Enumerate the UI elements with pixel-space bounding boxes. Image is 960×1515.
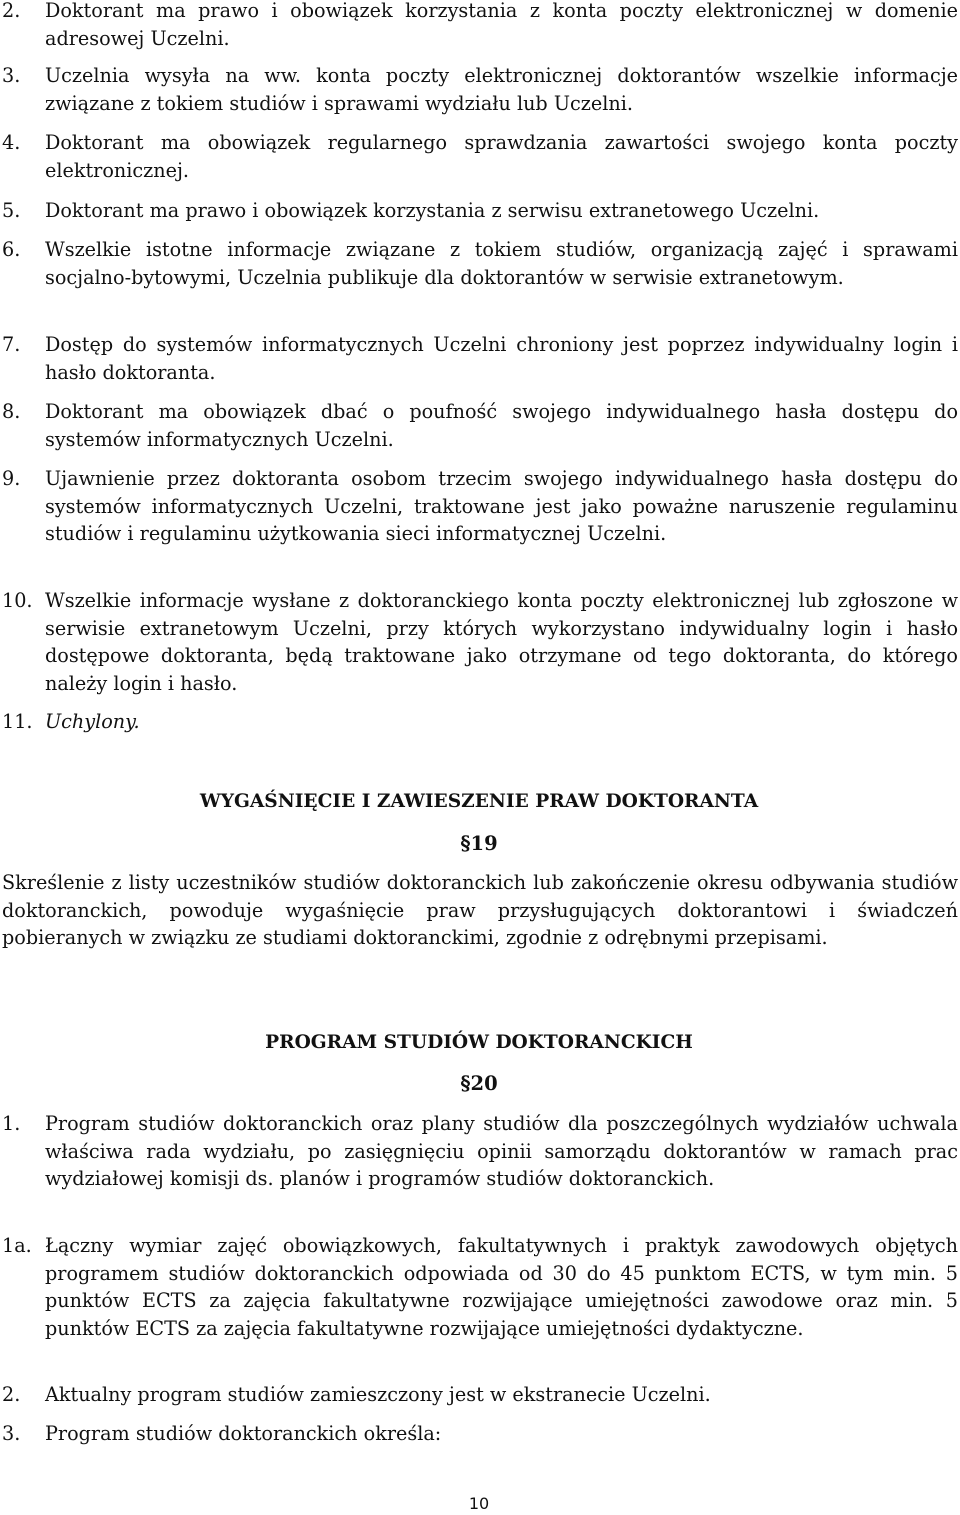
list-item-text: Wszelkie informacje wysłane z doktoranckiego konta poczty elektronicznej lub zgłoszone w serwisie extranetowym Uczelni, przy których wykorzystano indywidualny login i hasło dostępowe doktoranta, będą traktowane jako otrzymane od tego doktoranta, do którego należy login i hasło. xyxy=(45,589,958,695)
paragraph-mark xyxy=(0,1070,958,1098)
list-item-text: Doktorant ma prawo i obowiązek korzystania z konta poczty elektronicznej w domenie adresowej Uczelni. xyxy=(45,0,958,50)
list-item xyxy=(0,1110,958,1193)
list-item-number: 7. xyxy=(2,333,21,356)
list-item-number: 9. xyxy=(2,467,21,490)
paragraph-number: 19 xyxy=(470,832,498,855)
list-item-number: 1a. xyxy=(2,1234,32,1257)
paragraph-mark xyxy=(0,830,958,858)
list-item-number: 4. xyxy=(2,131,21,154)
list-item-number: 6. xyxy=(2,238,21,261)
list-item-text: Ujawnienie przez doktoranta osobom trzecim swojego indywidualnego hasła dostępu do systemów informatycznych Uczelni, traktowane jest jako poważne naruszenie regulaminu studiów i regulaminu użytkowania sieci informatycznej Uczelni. xyxy=(45,467,958,545)
list-item-number: 8. xyxy=(2,400,21,423)
list-item-number: 3. xyxy=(2,64,21,87)
list-item xyxy=(0,1232,958,1342)
list-item-number: 11. xyxy=(2,710,33,733)
list-item-text: Doktorant ma obowiązek regularnego sprawdzania zawartości swojego konta poczty elektronicznej. xyxy=(45,131,958,182)
list-item-number: 2. xyxy=(2,0,21,22)
list-item xyxy=(0,587,958,697)
list-item-text: Uchylony. xyxy=(45,710,140,733)
list-item-text: Aktualny program studiów zamieszczony jest w ekstranecie Uczelni. xyxy=(45,1383,711,1406)
list-item xyxy=(0,1420,958,1448)
list-item-text: Łączny wymiar zajęć obowiązkowych, fakultatywnych i praktyk zawodowych objętych programem studiów doktoranckich odpowiada od 30 do 45 punktom ECTS, w tym min. 5 punktów ECTS za zajęcia fakultatywne rozwijające umiejętności zawodowe oraz min. 5 punktów ECTS za zajęcia fakultatywne rozwijające umiejętności dydaktyczne. xyxy=(45,1234,958,1340)
list-item xyxy=(0,465,958,548)
paragraph-number: 20 xyxy=(470,1072,498,1095)
list-item-text: Program studiów doktoranckich określa: xyxy=(45,1422,442,1445)
list-item-text: Dostęp do systemów informatycznych Uczelni chroniony jest poprzez indywidualny login i hasło doktoranta. xyxy=(45,333,958,384)
list-item xyxy=(0,62,958,117)
list-item xyxy=(0,0,958,52)
section-sign-icon: § xyxy=(460,1072,471,1095)
list-item-number: 1. xyxy=(2,1112,21,1135)
list-item-text: Wszelkie istotne informacje związane z tokiem studiów, organizacją zajęć i sprawami socjalno-bytowymi, Uczelnia publikuje dla doktorantów w serwisie extranetowym. xyxy=(45,238,958,289)
list-item xyxy=(0,331,958,386)
paragraph-text: Skreślenie z listy uczestników studiów doktoranckich lub zakończenie okresu odbywania studiów doktoranckich, powoduje wygaśnięcie praw przysługujących doktorantowi i świadczeń pobieranych w związku ze studiami doktoranckimi, zgodnie z odrębnymi przepisami. xyxy=(2,871,958,949)
list-item-text: Program studiów doktoranckich oraz plany studiów dla poszczególnych wydziałów uchwala właściwa rada wydziału, po zasięgnięciu opinii samorządu doktorantów w ramach prac wydziałowej komisji ds. planów i programów studiów doktoranckich. xyxy=(45,1112,958,1190)
list-item-text: Uczelnia wysyła na ww. konta poczty elektronicznej doktorantów wszelkie informacje związane z tokiem studiów i sprawami wydziału lub Uczelni. xyxy=(45,64,958,115)
section-sign-icon: § xyxy=(460,832,471,855)
list-item-number: 10. xyxy=(2,589,33,612)
list-item-number: 3. xyxy=(2,1422,21,1445)
list-item xyxy=(0,708,958,736)
page-number: 10 xyxy=(468,1494,490,1513)
list-item xyxy=(0,398,958,453)
list-item xyxy=(0,1381,958,1409)
list-item xyxy=(0,236,958,291)
list-item-text: Doktorant ma prawo i obowiązek korzystania z serwisu extranetowego Uczelni. xyxy=(45,199,820,222)
list-item xyxy=(0,129,958,184)
list-item-number: 5. xyxy=(2,199,21,222)
section-heading: PROGRAM STUDIÓW DOKTORANCKICH xyxy=(265,1032,693,1053)
section-heading: WYGAŚNIĘCIE I ZAWIESZENIE PRAW DOKTORANTA xyxy=(199,791,759,812)
list-item-text: Doktorant ma obowiązek dbać o poufność swojego indywidualnego hasła dostępu do systemów informatycznych Uczelni. xyxy=(45,400,958,451)
list-item-number: 2. xyxy=(2,1383,21,1406)
list-item xyxy=(0,197,958,225)
